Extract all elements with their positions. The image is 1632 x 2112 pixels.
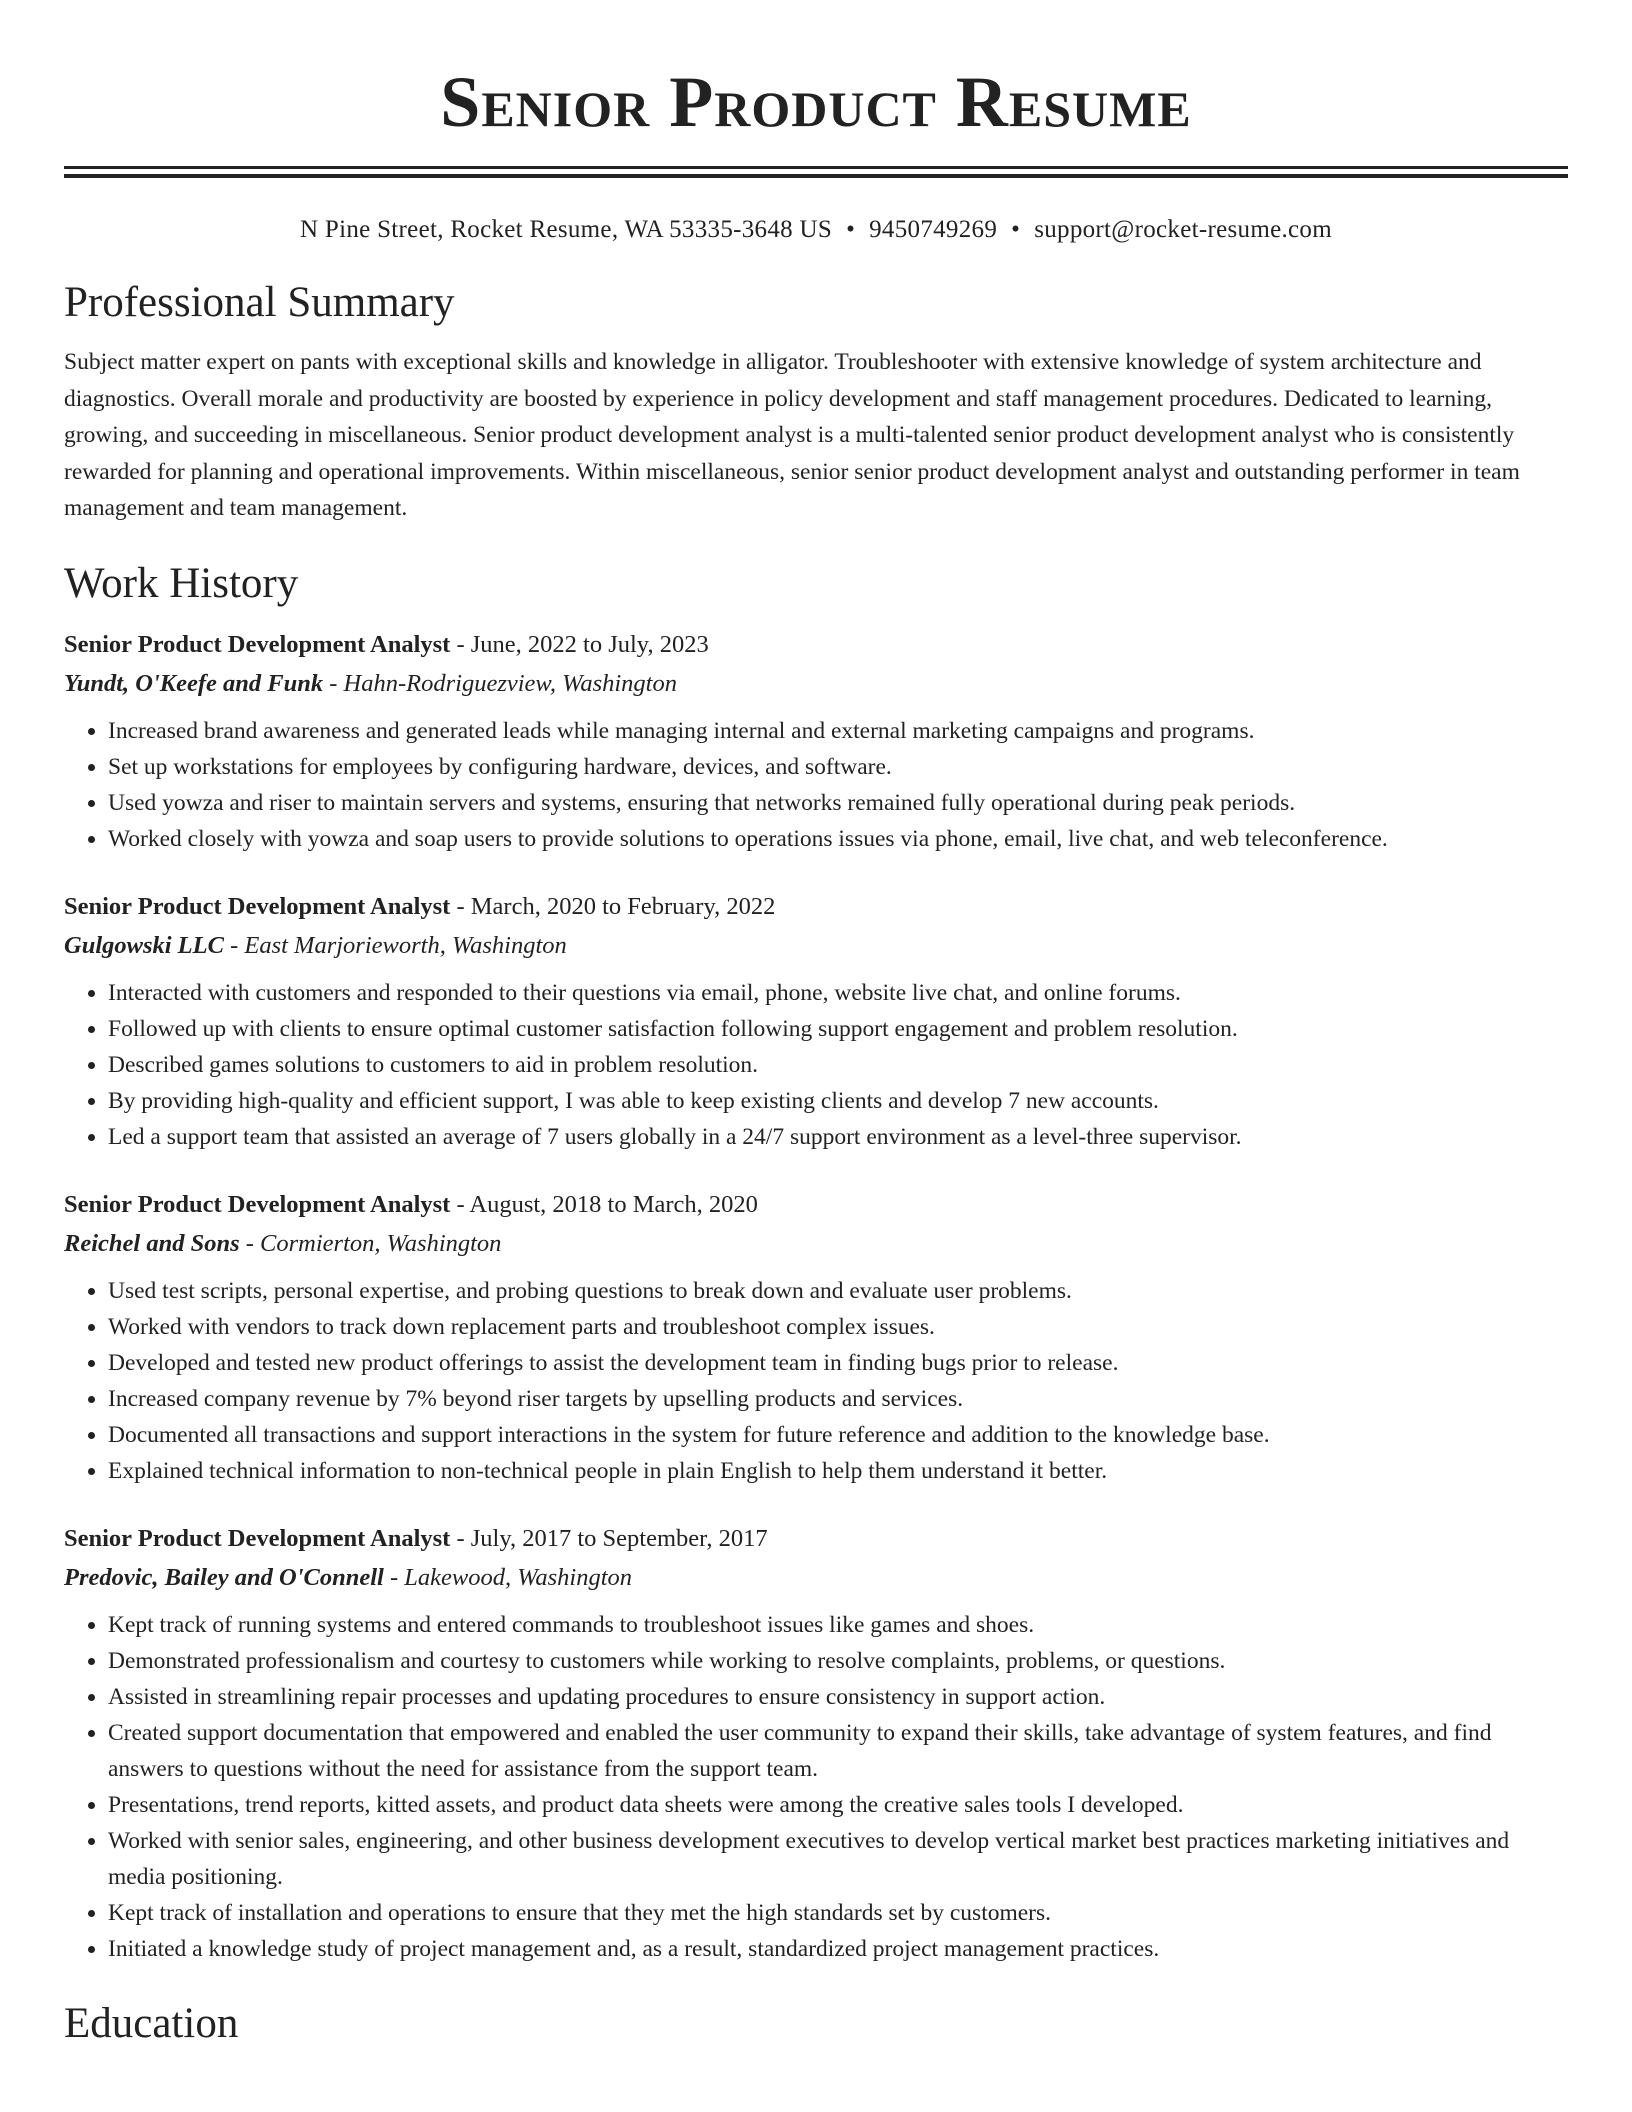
contact-email[interactable]: support@rocket-resume.com [1034,216,1332,243]
resume-title: Senior Product Resume [440,62,1192,142]
summary-text: Subject matter expert on pants with exceptional skills and knowledge in alligator. Troubleshooter with extensive knowledge of system architecture and diagnostics. Overall morale and productivity are boosted by experience in policy development and staff management procedures. Dedicated to learning, growing, and succeeding in miscellaneous. Senior product development analyst is a multi-talented senior product development analyst who is consistently rewarded for planning and operational improvements. Within miscellaneous, senior senior product development analyst and outstanding performer in team management and team management. [64,349,1520,521]
job-bullet-list [64,1607,1568,1967]
job-bullet: • Documented all transactions and support interactions in the system for future reference and addition to the knowledge base. [108,1417,1568,1453]
job-location: - Lakewood, Washington [383,1563,633,1591]
job-company-line [64,926,1568,965]
section-heading-education: Education [64,1999,239,2047]
job-bullet: • Used test scripts, personal expertise, and probing questions to break down and evaluate user problems. [108,1273,1568,1309]
job-list [64,625,1568,1967]
section-heading-summary: Professional Summary [64,279,455,326]
job-bullet: • Worked with senior sales, engineering, and other business development executives to develop vertical market best practices marketing initiatives and media positioning. [108,1823,1568,1895]
job-company-line [64,1558,1568,1597]
job-company-line [64,1224,1568,1263]
job-bullet: • Explained technical information to non-technical people in plain English to help them understand it better. [108,1453,1568,1489]
job-entry [64,1519,1568,1967]
contact-phone[interactable]: 9450749269 [869,216,998,243]
job-bullet: • Set up workstations for employees by configuring hardware, devices, and software. [108,749,1568,785]
job-bullet: • Initiated a knowledge study of project management and, as a result, standardized project management practices. [108,1931,1568,1967]
job-location: - East Marjorieworth, Washington [223,931,567,959]
job-company: Yundt, O'Keefe and Funk [64,669,324,697]
job-bullet: • Led a support team that assisted an average of 7 users globally in a 24/7 support environment as a level-three supervisor. [108,1119,1568,1155]
job-company-line [64,664,1568,703]
education-section [64,1997,1568,2051]
job-bullet: • Presentations, trend reports, kitted assets, and product data sheets were among the creative sales tools I developed. [108,1787,1568,1823]
job-dates: - March, 2020 to February, 2022 [450,892,776,920]
job-title: Senior Product Development Analyst [64,1190,451,1218]
job-entry [64,887,1568,1155]
contact-separator: • [1011,216,1021,243]
job-dates: - July, 2017 to September, 2017 [450,1524,768,1552]
job-bullet: • Demonstrated professionalism and courtesy to customers while working to resolve complaints, problems, or questions. [108,1643,1568,1679]
job-bullet: • Kept track of installation and operations to ensure that they met the high standards set by customers. [108,1895,1568,1931]
job-company: Reichel and Sons [64,1229,240,1257]
job-bullet-list [64,975,1568,1155]
job-title-line [64,1519,1568,1558]
job-location: - Cormierton, Washington [239,1229,502,1257]
job-dates: - June, 2022 to July, 2023 [450,630,709,658]
job-bullet: • Increased brand awareness and generated leads while managing internal and external marketing campaigns and programs. [108,713,1568,749]
job-title-line [64,1185,1568,1224]
job-dates: - August, 2018 to March, 2020 [450,1190,758,1218]
job-title-line [64,887,1568,926]
section-heading-work-history: Work History [64,559,299,607]
job-bullet: • Described games solutions to customers to aid in problem resolution. [108,1047,1568,1083]
contact-separator: • [846,216,856,243]
job-bullet: • Followed up with clients to ensure optimal customer satisfaction following support engagement and problem resolution. [108,1011,1568,1047]
job-title: Senior Product Development Analyst [64,1524,451,1552]
job-bullet: • Kept track of running systems and entered commands to troubleshoot issues like games and shoes. [108,1607,1568,1643]
job-title-line [64,625,1568,664]
job-entry [64,625,1568,857]
job-bullet: • Assisted in streamlining repair processes and updating procedures to ensure consistency in support action. [108,1679,1568,1715]
job-title: Senior Product Development Analyst [64,630,451,658]
contact-line [64,214,1568,246]
job-bullet: • Worked with vendors to track down replacement parts and troubleshoot complex issues. [108,1309,1568,1345]
job-company: Predovic, Bailey and O'Connell [64,1563,384,1591]
job-bullet: • Developed and tested new product offerings to assist the development team in finding bugs prior to release. [108,1345,1568,1381]
job-bullet: • Increased company revenue by 7% beyond riser targets by upselling products and services. [108,1381,1568,1417]
professional-summary-section [64,276,1568,527]
contact-address: N Pine Street, Rocket Resume, WA 53335-3648 US [300,216,833,243]
job-location: - Hahn-Rodriguezview, Washington [323,669,677,697]
job-company: Gulgowski LLC [64,931,224,959]
work-history-section [64,557,1568,1967]
job-title: Senior Product Development Analyst [64,892,451,920]
job-bullet: • Used yowza and riser to maintain servers and systems, ensuring that networks remained fully operational during peak periods. [108,785,1568,821]
job-bullet: • Created support documentation that empowered and enabled the user community to expand their skills, take advantage of system features, and find answers to questions without the need for assistance from the support team. [108,1715,1568,1787]
job-bullet: • Interacted with customers and responded to their questions via email, phone, website live chat, and online forums. [108,975,1568,1011]
job-bullet: • By providing high-quality and efficient support, I was able to keep existing clients and develop 7 new accounts. [108,1083,1568,1119]
job-bullet-list [64,713,1568,857]
job-bullet-list [64,1273,1568,1489]
title-double-rule [64,166,1568,178]
job-bullet: • Worked closely with yowza and soap users to provide solutions to operations issues via phone, email, live chat, and web teleconference. [108,821,1568,857]
job-entry [64,1185,1568,1489]
